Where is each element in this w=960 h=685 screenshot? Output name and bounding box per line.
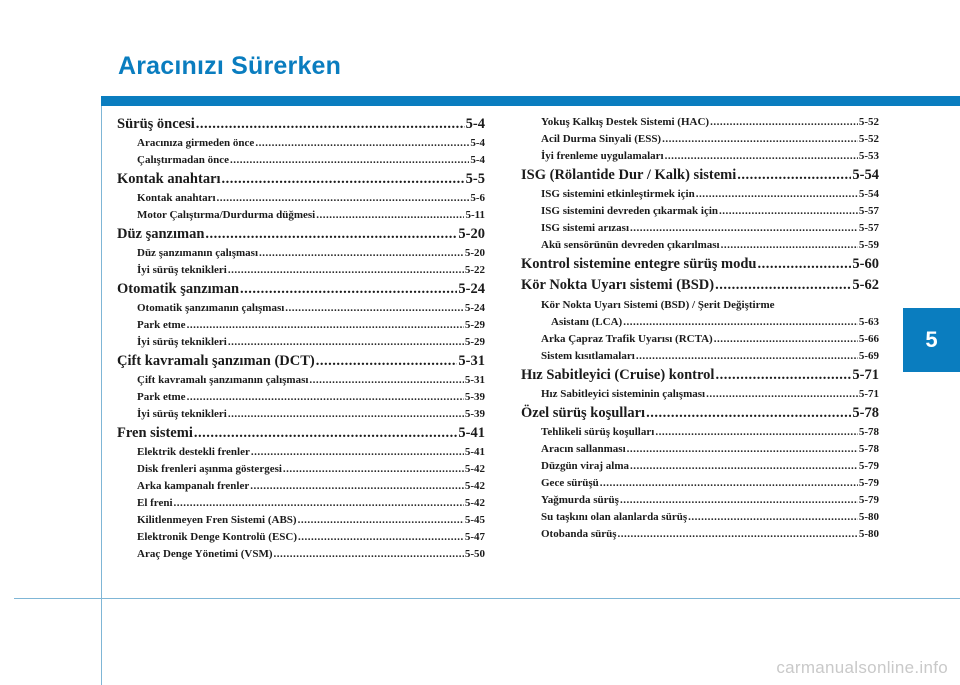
toc-section[interactable]	[521, 275, 879, 296]
dot-leader	[662, 131, 858, 148]
toc-subsection[interactable]	[521, 237, 879, 254]
toc-page-number: 5-20	[458, 226, 485, 242]
dot-leader	[259, 245, 464, 262]
dot-leader	[285, 300, 464, 317]
bottom-rule	[14, 598, 960, 599]
toc-entry-label: İyi sürüş teknikleri	[137, 408, 227, 420]
dot-leader	[630, 220, 858, 237]
toc-section[interactable]	[521, 403, 879, 424]
toc-entry-label: Çift kavramalı şanzımanın çalışması	[137, 374, 309, 386]
toc-subsection[interactable]	[521, 131, 879, 148]
toc-subsection[interactable]	[117, 461, 485, 478]
toc-entry-label: Arka kampanalı frenler	[137, 480, 250, 492]
toc-entry-label: El freni	[137, 497, 173, 509]
page-title: Aracınızı Sürerken	[118, 52, 342, 80]
toc-page-number: 5-62	[852, 277, 879, 293]
dot-leader	[620, 492, 858, 509]
toc-page-number: 5-45	[464, 514, 485, 526]
toc-page-number: 5-29	[464, 319, 485, 331]
toc-subsection[interactable]	[117, 152, 485, 169]
dot-leader	[187, 317, 464, 334]
dot-leader	[710, 114, 858, 131]
toc-column-right	[521, 114, 879, 543]
toc-subsection[interactable]	[117, 512, 485, 529]
dot-leader	[627, 441, 858, 458]
toc-section[interactable]	[117, 351, 485, 372]
toc-entry-label: Elektrik destekli frenler	[137, 446, 250, 458]
toc-subsection[interactable]	[117, 372, 485, 389]
toc-page-number: 5-52	[858, 116, 879, 128]
toc-entry-label: Yağmurda sürüş	[541, 494, 619, 506]
toc-column-left	[117, 114, 485, 563]
toc-subsection[interactable]	[117, 546, 485, 563]
toc-page-number: 5-79	[858, 494, 879, 506]
toc-page-number: 5-79	[858, 477, 879, 489]
toc-entry-label: Park etme	[137, 319, 186, 331]
toc-subsection[interactable]	[117, 478, 485, 495]
toc-entry-label: Asistanı (LCA)	[551, 316, 623, 328]
toc-page-number: 5-80	[858, 511, 879, 523]
toc-entry-label: ISG sistemi arızası	[541, 222, 629, 234]
toc-entry-label: İyi sürüş teknikleri	[137, 264, 227, 276]
toc-entry-label: Aracın sallanması	[541, 443, 626, 455]
toc-subsection[interactable]	[117, 190, 485, 207]
toc-page-number: 5-11	[465, 209, 485, 221]
toc-subsection[interactable]	[521, 386, 879, 403]
dot-leader	[174, 495, 464, 512]
dot-leader	[636, 348, 858, 365]
toc-subsection[interactable]	[521, 441, 879, 458]
toc-entry-label: Düzgün viraj alma	[541, 460, 629, 472]
toc-subsection[interactable]	[117, 135, 485, 152]
toc-subsection[interactable]	[117, 529, 485, 546]
toc-entry-label: Kilitlenmeyen Fren Sistemi (ABS)	[137, 514, 297, 526]
dot-leader	[655, 424, 858, 441]
toc-page-number: 5-54	[858, 188, 879, 200]
dot-leader	[696, 186, 858, 203]
toc-entry-label: Elektronik Denge Kontrolü (ESC)	[137, 531, 298, 543]
dot-leader	[721, 237, 858, 254]
toc-entry-label: Tehlikeli sürüş koşulları	[541, 426, 655, 438]
dot-leader	[222, 169, 465, 190]
toc-page-number: 5-42	[464, 463, 485, 475]
toc-subsection[interactable]	[521, 348, 879, 365]
toc-entry-label: İyi sürüş teknikleri	[137, 336, 227, 348]
toc-page-number: 5-29	[464, 336, 485, 348]
toc-page-number: 5-41	[458, 425, 485, 441]
dot-leader	[737, 165, 851, 186]
toc-entry-label: Otobanda sürüş	[541, 528, 617, 540]
dot-leader	[255, 135, 469, 152]
dot-leader	[623, 314, 858, 331]
toc-subsection[interactable]	[117, 317, 485, 334]
toc-subsection[interactable]	[521, 314, 879, 331]
toc-page-number: 5-24	[464, 302, 485, 314]
toc-entry-label: ISG sistemini devreden çıkarmak için	[541, 205, 719, 217]
toc-section[interactable]	[521, 165, 879, 186]
toc-page-number: 5-4	[470, 137, 485, 149]
dot-leader	[715, 275, 851, 296]
toc-page-number: 5-60	[852, 256, 879, 272]
toc-entry-label: Sistem kısıtlamaları	[541, 350, 635, 362]
toc-entry-label: Fren sistemi	[117, 425, 193, 441]
toc-page-number: 5-4	[465, 116, 485, 132]
toc-page-number: 5-39	[464, 408, 485, 420]
toc-page-number: 5-53	[858, 150, 879, 162]
dot-leader	[187, 389, 464, 406]
toc-page-number: 5-71	[858, 388, 879, 400]
dot-leader	[298, 512, 464, 529]
footer-watermark: carmanualsonline.info	[776, 658, 948, 677]
toc-section[interactable]	[117, 423, 485, 444]
toc-page-number: 5-79	[858, 460, 879, 472]
dot-leader	[646, 403, 851, 424]
toc-page-number: 5-69	[858, 350, 879, 362]
toc-subsection[interactable]	[117, 406, 485, 423]
dot-leader	[316, 207, 464, 224]
toc-page-number: 5-24	[458, 281, 485, 297]
dot-leader	[758, 254, 852, 275]
toc-entry-label: Acil Durma Sinyali (ESS)	[541, 133, 662, 145]
toc-subsection[interactable]	[521, 331, 879, 348]
toc-entry-label: Hız Sabitleyici sisteminin çalışması	[541, 388, 706, 400]
toc-entry-label: İyi frenleme uygulamaları	[541, 150, 664, 162]
toc-subsection[interactable]	[521, 203, 879, 220]
toc-entry-label: Disk frenleri aşınma göstergesi	[137, 463, 282, 475]
toc-entry-label: Arka Çapraz Trafik Uyarısı (RCTA)	[541, 333, 713, 345]
toc-subsection[interactable]	[521, 458, 879, 475]
dot-leader	[251, 444, 464, 461]
toc-subsection[interactable]	[117, 262, 485, 279]
toc-subsection[interactable]	[117, 444, 485, 461]
toc-section[interactable]	[117, 114, 485, 135]
toc-section[interactable]	[117, 279, 485, 300]
dot-leader	[600, 475, 858, 492]
dot-leader	[228, 406, 464, 423]
toc-page-number: 5-63	[858, 316, 879, 328]
toc-subsection[interactable]	[521, 475, 879, 492]
toc-subsection[interactable]	[521, 220, 879, 237]
toc-subsection[interactable]	[117, 300, 485, 317]
toc-subsection[interactable]	[521, 492, 879, 509]
toc-page-number: 5-57	[858, 205, 879, 217]
toc-entry-label: Düz şanzımanın çalışması	[137, 247, 259, 259]
toc-entry-label: Çift kavramalı şanzıman (DCT)	[117, 353, 315, 369]
toc-entry-wrapped[interactable]: Kör Nokta Uyarı Sistemi (BSD) / Şerit Değiştirme	[541, 299, 775, 311]
toc-section[interactable]	[117, 224, 485, 245]
toc-subsection[interactable]	[521, 424, 879, 441]
toc-subsection[interactable]	[521, 509, 879, 526]
toc-entry-label: Gece sürüşü	[541, 477, 599, 489]
dot-leader	[309, 372, 463, 389]
dot-leader	[283, 461, 464, 478]
dot-leader	[230, 152, 469, 169]
dot-leader	[630, 458, 858, 475]
dot-leader	[618, 526, 858, 543]
toc-page-number: 5-52	[858, 133, 879, 145]
toc-page-number: 5-54	[852, 167, 879, 183]
dot-leader	[719, 203, 858, 220]
toc-subsection[interactable]	[521, 148, 879, 165]
dot-leader	[714, 331, 858, 348]
toc-entry-label: ISG (Rölantide Dur / Kalk) sistemi	[521, 167, 737, 183]
toc-entry-label: Düz şanzıman	[117, 226, 205, 242]
toc-subsection[interactable]	[117, 245, 485, 262]
dot-leader	[228, 262, 464, 279]
toc-entry-label: Su taşkını olan alanlarda sürüş	[541, 511, 688, 523]
toc-page-number: 5-5	[465, 171, 485, 187]
toc-entry-label: Kontak anahtarı	[137, 192, 216, 204]
dot-leader	[706, 386, 858, 403]
toc-entry-label: Motor Çalıştırma/Durdurma düğmesi	[137, 209, 316, 221]
toc-entry-label: Aracınıza girmeden önce	[137, 137, 255, 149]
dot-leader	[228, 334, 464, 351]
toc-section[interactable]	[117, 169, 485, 190]
toc-page-number: 5-78	[858, 426, 879, 438]
toc-entry-label: Özel sürüş koşulları	[521, 405, 646, 421]
toc-entry-label: Otomatik şanzımanın çalışması	[137, 302, 285, 314]
dot-leader	[196, 114, 465, 135]
toc-entry-label: Yokuş Kalkış Destek Sistemi (HAC)	[541, 116, 710, 128]
toc-subsection[interactable]	[117, 389, 485, 406]
toc-page-number: 5-31	[464, 374, 485, 386]
dot-leader	[240, 279, 457, 300]
toc-page-number: 5-39	[464, 391, 485, 403]
toc-entry-label: Çalıştırmadan önce	[137, 154, 229, 166]
toc-page-number: 5-59	[858, 239, 879, 251]
toc-page-number: 5-78	[858, 443, 879, 455]
toc-page-number: 5-78	[852, 405, 879, 421]
toc-entry-label: Otomatik şanzıman	[117, 281, 240, 297]
toc-page-number: 5-42	[464, 497, 485, 509]
toc-entry-label: Araç Denge Yönetimi (VSM)	[137, 548, 273, 560]
toc-page-number: 5-42	[464, 480, 485, 492]
dot-leader	[205, 224, 457, 245]
dot-leader	[274, 546, 464, 563]
dot-leader	[665, 148, 858, 165]
toc-page-number: 5-6	[470, 192, 485, 204]
dot-leader	[316, 351, 458, 372]
toc-subsection[interactable]	[117, 495, 485, 512]
toc-page-number: 5-80	[858, 528, 879, 540]
toc-page-number: 5-31	[458, 353, 485, 369]
toc-subsection[interactable]	[521, 186, 879, 203]
toc-page-number: 5-66	[858, 333, 879, 345]
toc-page-number: 5-47	[464, 531, 485, 543]
left-margin-band	[0, 0, 102, 685]
toc-section[interactable]	[521, 365, 879, 386]
toc-entry-label: Sürüş öncesi	[117, 116, 195, 132]
toc-page-number: 5-57	[858, 222, 879, 234]
toc-subsection[interactable]	[117, 334, 485, 351]
toc-entry-label: Kontak anahtarı	[117, 171, 221, 187]
toc-entry-label: Kör Nokta Uyarı sistemi (BSD)	[521, 277, 715, 293]
dot-leader	[217, 190, 470, 207]
dot-leader	[298, 529, 464, 546]
toc-page-number: 5-4	[470, 154, 485, 166]
dot-leader	[715, 365, 851, 386]
toc-section[interactable]	[521, 254, 879, 275]
toc-page-number: 5-71	[852, 367, 879, 383]
toc-page-number: 5-20	[464, 247, 485, 259]
chapter-tab[interactable]: 5	[903, 308, 960, 372]
toc-entry-label: Kontrol sistemine entegre sürüş modu	[521, 256, 757, 272]
toc-subsection[interactable]	[117, 207, 485, 224]
toc-subsection[interactable]	[521, 114, 879, 131]
toc-page-number: 5-50	[464, 548, 485, 560]
toc-entry-label: Hız Sabitleyici (Cruise) kontrol	[521, 367, 715, 383]
toc-page-number: 5-41	[464, 446, 485, 458]
dot-leader	[688, 509, 858, 526]
dot-leader	[194, 423, 458, 444]
toc-subsection[interactable]	[521, 526, 879, 543]
dot-leader	[250, 478, 464, 495]
toc-entry-label: ISG sistemini etkinleştirmek için	[541, 188, 695, 200]
toc-page-number: 5-22	[464, 264, 485, 276]
toc-entry-label: Akü sensörünün devreden çıkarılması	[541, 239, 720, 251]
toc-entry-label: Park etme	[137, 391, 186, 403]
